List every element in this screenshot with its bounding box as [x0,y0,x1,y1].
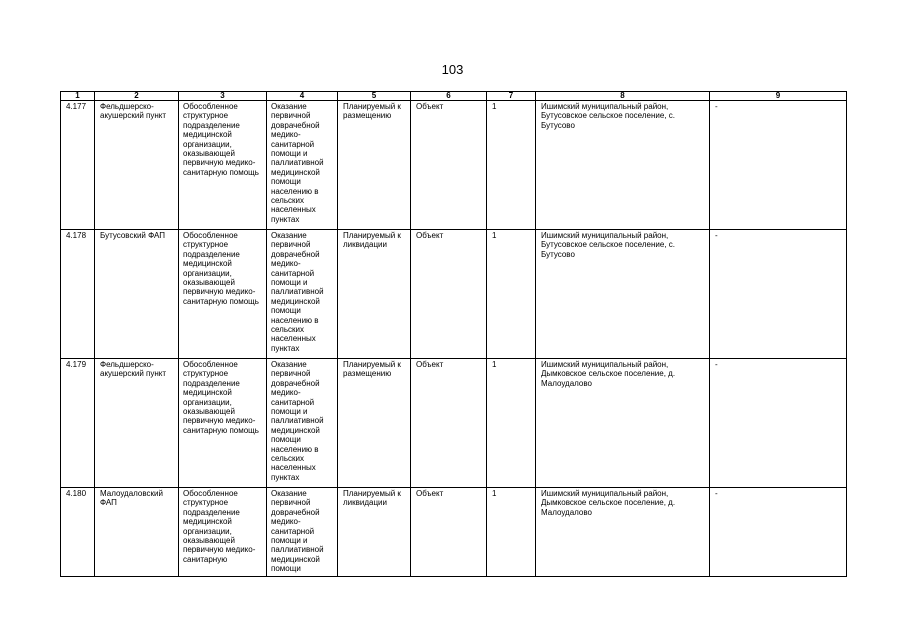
cell-count: 1 [487,101,536,230]
table-row [61,488,847,577]
objects-table [60,91,847,577]
column-header-9: 9 [710,92,847,101]
cell-number: 4.178 [61,230,95,359]
column-header-8: 8 [536,92,710,101]
cell-purpose: Оказание первичной доврачебной медико-санитарной помощи и паллиативной медицинской помощи населению в сельских населенных пунктах [267,101,338,230]
cell-purpose: Оказание первичной доврачебной медико-санитарной помощи и паллиативной медицинской помощи населению в сельских населенных пунктах [267,359,338,488]
cell-number: 4.179 [61,359,95,488]
cell-status: Планируемый к размещению [338,101,411,230]
cell-note: - [710,230,847,359]
cell-name: Бутусовский ФАП [95,230,179,359]
cell-type: Обособленное структурное подразделение медицинской организации, оказывающей первичную медико-санитарную помощь [179,359,267,488]
column-header-7: 7 [487,92,536,101]
cell-type: Обособленное структурное подразделение медицинской организации, оказывающей первичную медико-санитарную помощь [179,101,267,230]
cell-purpose: Оказание первичной доврачебной медико-санитарной помощи и паллиативной медицинской помощи населению в сельских населенных пунктах [267,230,338,359]
cell-kind: Объект [411,230,487,359]
cell-kind: Объект [411,101,487,230]
cell-number: 4.177 [61,101,95,230]
column-header-3: 3 [179,92,267,101]
cell-status: Планируемый к размещению [338,359,411,488]
cell-number: 4.180 [61,488,95,577]
cell-count: 1 [487,488,536,577]
cell-status: Планируемый к ликвидации [338,230,411,359]
table-row [61,359,847,488]
cell-count: 1 [487,359,536,488]
cell-status: Планируемый к ликвидации [338,488,411,577]
cell-purpose: Оказание первичной доврачебной медико-санитарной помощи и паллиативной медицинской помощи [267,488,338,577]
cell-type: Обособленное структурное подразделение медицинской организации, оказывающей первичную медико-санитарную помощь [179,230,267,359]
column-header-5: 5 [338,92,411,101]
cell-count: 1 [487,230,536,359]
cell-location: Ишимский муниципальный район, Дымковское сельское поселение, д. Малоудалово [536,488,710,577]
cell-name: Фельдшерско-акушерский пункт [95,101,179,230]
column-header-6: 6 [411,92,487,101]
cell-note: - [710,359,847,488]
cell-location: Ишимский муниципальный район, Бутусовское сельское поселение, с. Бутусово [536,101,710,230]
cell-kind: Объект [411,359,487,488]
table-row [61,101,847,230]
header-row [61,92,847,101]
cell-name: Малоудаловский ФАП [95,488,179,577]
cell-location: Ишимский муниципальный район, Бутусовское сельское поселение, с. Бутусово [536,230,710,359]
table-row [61,230,847,359]
column-header-4: 4 [267,92,338,101]
cell-kind: Объект [411,488,487,577]
cell-type: Обособленное структурное подразделение медицинской организации, оказывающей первичную медико-санитарную [179,488,267,577]
cell-note: - [710,488,847,577]
column-header-1: 1 [61,92,95,101]
column-header-2: 2 [95,92,179,101]
page-number: 103 [441,62,464,77]
cell-location: Ишимский муниципальный район, Дымковское сельское поселение, д. Малоудалово [536,359,710,488]
cell-name: Фельдшерско-акушерский пункт [95,359,179,488]
cell-note: - [710,101,847,230]
